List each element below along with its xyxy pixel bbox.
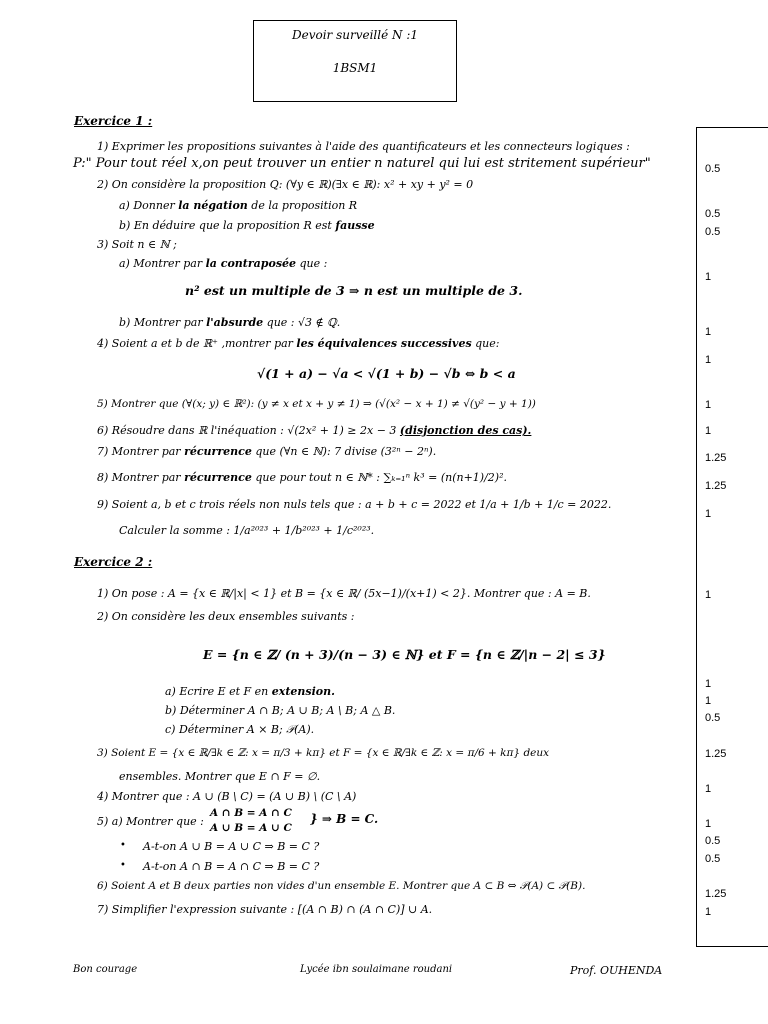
ex1-q3a-math: n² est un multiple de 3 ⇒ n est un multiple de 3. bbox=[185, 283, 523, 298]
ex1-q2: 2) On considère la proposition Q: (∀y ∈ ℝ)(∃x ∈ ℝ): x² + xy + y² = 0 bbox=[97, 178, 474, 191]
exercise-2-title: Exercice 2 : bbox=[74, 555, 153, 569]
ex2-q3: 3) Soient E = {x ∈ ℝ/∃k ∈ ℤ: x = π/3 + kπ} et F = {x ∈ ℝ/∃k ∈ ℤ: x = π/6 + kπ} deux bbox=[97, 747, 550, 759]
ex1-q2b: b) En déduire que la proposition R est fausse bbox=[119, 219, 375, 232]
ex1-q4-math: √(1 + a) − √a < √(1 + b) − √b ⇔ b < a bbox=[257, 366, 516, 381]
ex2-q5-bullet1: A-t-on A ∪ B = A ∪ C ⇒ B = C ? bbox=[143, 840, 320, 853]
ex1-q4: 4) Soient a et b de ℝ⁺ ,montrer par les équivalences successives que: bbox=[97, 337, 500, 350]
ex1-q3b: b) Montrer par l'absurde que : √3 ∉ ℚ. bbox=[119, 316, 341, 329]
ex2-q2: 2) On considère les deux ensembles suivants : bbox=[97, 610, 355, 623]
grade-value: 1 bbox=[705, 425, 712, 437]
grade-value: 1.25 bbox=[705, 888, 727, 900]
ex2-q5a: 5) a) Montrer que : bbox=[97, 815, 204, 828]
bullet-icon: • bbox=[120, 860, 126, 871]
ex1-q8: 8) Montrer par récurrence que pour tout n ∈ ℕ* : ∑ₖ₌₁ⁿ k³ = (n(n+1)/2)². bbox=[97, 471, 507, 484]
grade-value: 1 bbox=[705, 783, 712, 795]
ex2-q5-result: } ⇒ B = C. bbox=[310, 812, 379, 826]
grade-value: 0.5 bbox=[705, 226, 721, 238]
ex2-q1: 1) On pose : A = {x ∈ ℝ/|x| < 1} et B = {x ∈ ℝ/ (5x−1)/(x+1) < 2}. Montrer que : A = B. bbox=[97, 587, 591, 600]
footer-teacher: Prof. OUHENDA bbox=[570, 964, 663, 977]
ex1-q6: 6) Résoudre dans ℝ l'inéquation : √(2x² + 1) ≥ 2x − 3 (disjonction des cas). bbox=[97, 424, 532, 437]
ex2-q2c: c) Déterminer A × B; 𝒫(A). bbox=[165, 723, 315, 736]
ex2-q5-bullet2: A-t-on A ∩ B = A ∩ C ⇒ B = C ? bbox=[143, 860, 320, 873]
grade-value: 1 bbox=[705, 589, 712, 601]
ex1-q9: 9) Soient a, b et c trois réels non nuls tels que : a + b + c = 2022 et 1/a + 1/b + 1/c = 2022. bbox=[97, 498, 612, 511]
header-box bbox=[253, 20, 457, 102]
grade-value: 1 bbox=[705, 354, 712, 366]
ex2-q6: 6) Soient A et B deux parties non vides d'un ensemble E. Montrer que A ⊂ B ⇔ 𝒫(A) ⊂ 𝒫(B). bbox=[97, 880, 586, 892]
ex1-q2a: a) Donner la négation de la proposition R bbox=[119, 199, 358, 212]
ex2-q7: 7) Simplifier l'expression suivante : [(A ∩ B) ∩ (A ∩ C)] ∪ A. bbox=[97, 903, 433, 916]
grade-value: 0.5 bbox=[705, 835, 721, 847]
grade-value: 1.25 bbox=[705, 452, 727, 464]
ex1-p-statement: P:" Pour tout réel x,on peut trouver un entier n naturel qui lui est stritement supérieur" bbox=[73, 156, 651, 171]
grade-value: 1 bbox=[705, 678, 712, 690]
exercise-1-title: Exercice 1 : bbox=[74, 114, 153, 128]
grade-value: 0.5 bbox=[705, 208, 721, 220]
ex1-q9b: Calculer la somme : 1/a²⁰²³ + 1/b²⁰²³ + 1/c²⁰²³. bbox=[119, 524, 375, 537]
ex2-q3b: ensembles. Montrer que E ∩ F = ∅. bbox=[119, 770, 321, 783]
ex1-q3: 3) Soit n ∈ ℕ ; bbox=[97, 238, 177, 251]
ex1-q3a: a) Montrer par la contraposée que : bbox=[119, 257, 328, 270]
grade-value: 1 bbox=[705, 508, 712, 520]
ex2-q4: 4) Montrer que : A ∪ (B \ C) = (A ∪ B) \ (C \ A) bbox=[97, 790, 357, 803]
grade-value: 1.25 bbox=[705, 748, 727, 760]
exam-title: Devoir surveillé N :1 bbox=[291, 28, 419, 42]
grade-value: 1 bbox=[705, 399, 712, 411]
grade-value: 0.5 bbox=[705, 712, 721, 724]
ex2-q5-system-line1: A ∩ B = A ∩ C bbox=[210, 807, 292, 819]
footer-left: Bon courage bbox=[73, 964, 138, 975]
grade-value: 1 bbox=[705, 906, 712, 918]
footer-school: Lycée ibn soulaimane roudani bbox=[300, 964, 453, 975]
ex2-q2b: b) Déterminer A ∩ B; A ∪ B; A \ B; A △ B. bbox=[165, 704, 396, 717]
bullet-icon: • bbox=[120, 840, 126, 851]
ex2-q5-system-line2: A ∪ B = A ∪ C bbox=[210, 822, 292, 834]
ex1-q7: 7) Montrer par récurrence que (∀n ∈ ℕ): 7 divise (3²ⁿ − 2ⁿ). bbox=[97, 445, 437, 458]
ex1-q5: 5) Montrer que (∀(x; y) ∈ ℝ²): (y ≠ x et x + y ≠ 1) ⇒ (√(x² − x + 1) ≠ √(y² − y + 1)) bbox=[97, 398, 536, 410]
exam-class: 1BSM1 bbox=[332, 61, 378, 75]
ex2-q2-math: E = {n ∈ ℤ/ (n + 3)/(n − 3) ∈ ℕ} et F = {n ∈ ℤ/|n − 2| ≤ 3} bbox=[203, 647, 606, 662]
grade-value: 1 bbox=[705, 271, 712, 283]
grade-value: 1 bbox=[705, 695, 712, 707]
grade-value: 0.5 bbox=[705, 163, 721, 175]
ex1-q1: 1) Exprimer les propositions suivantes à l'aide des quantificateurs et les connecteurs logiques : bbox=[97, 140, 630, 153]
grade-value: 1.25 bbox=[705, 480, 727, 492]
ex2-q2a: a) Ecrire E et F en extension. bbox=[165, 685, 335, 698]
grade-value: 0.5 bbox=[705, 853, 721, 865]
grade-value: 1 bbox=[705, 818, 712, 830]
grade-value: 1 bbox=[705, 326, 712, 338]
